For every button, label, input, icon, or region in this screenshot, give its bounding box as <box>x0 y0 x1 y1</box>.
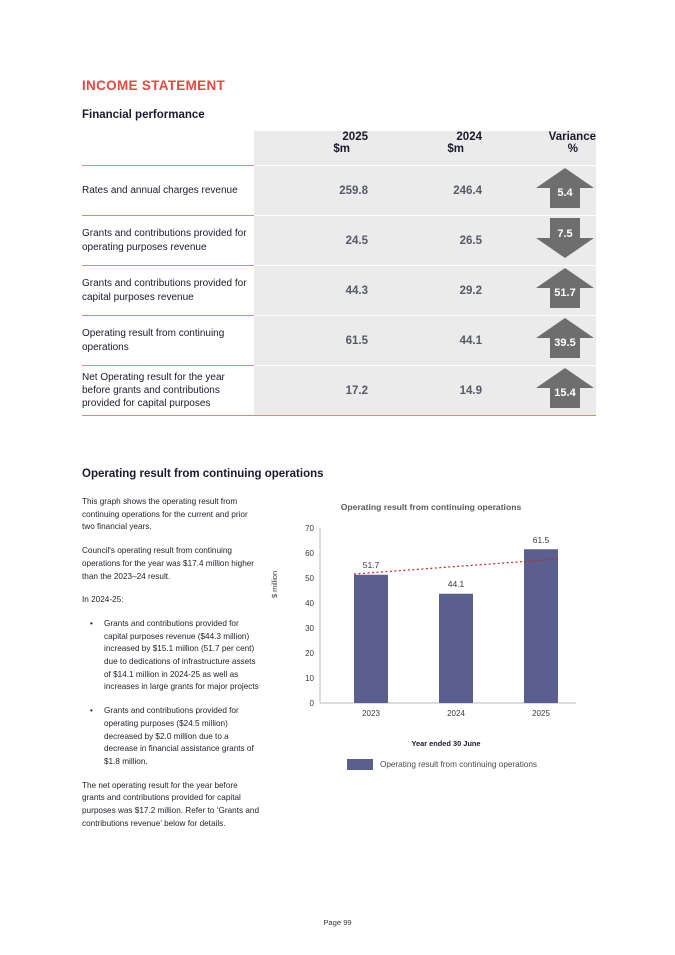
narrative-paragraph-1: This graph shows the operating result from continuing operations for the current and prior two financial years. <box>82 497 248 532</box>
row-value-2025: 61.5 <box>254 316 368 366</box>
header-variance: Variance <box>482 131 596 143</box>
legend-swatch <box>347 759 373 770</box>
table-header-units-row <box>82 143 596 166</box>
list-item-text: Grants and contributions provided for capital purposes revenue ($44.3 million) increased by $15.1 million (51.7 per cent) due to dedications of infrastructure assets of $14.1 million in 2024-25 as well as increases in large grants for major projects <box>104 618 259 692</box>
chart-svg <box>276 520 586 735</box>
svg-text:20: 20 <box>305 649 314 658</box>
header-2024-units: $m <box>368 143 482 166</box>
operating-result-heading: Operating result from continuing operations <box>82 468 324 480</box>
arrow-up-icon <box>534 366 596 410</box>
chart-x-axis-label: Year ended 30 June <box>411 739 481 748</box>
row-value-2024: 44.1 <box>368 316 482 366</box>
bullet-marker-icon: • <box>90 618 93 628</box>
table-row <box>82 216 596 266</box>
list-item <box>82 618 262 694</box>
narrative-closing-paragraph: The net operating result for the year before grants and contributions provided for capital purposes was $17.2 million. Refer to ‘Grants and contributions revenue’ below for details. <box>82 780 260 828</box>
chart-title: Operating result from continuing operations <box>340 502 522 512</box>
svg-text:2024: 2024 <box>447 709 465 718</box>
row-value-2024: 29.2 <box>368 266 482 316</box>
header-blank-units <box>82 143 254 166</box>
svg-text:30: 30 <box>305 624 314 633</box>
row-value-2025: 44.3 <box>254 266 368 316</box>
svg-text:0: 0 <box>309 699 314 708</box>
svg-text:44.1: 44.1 <box>447 579 465 589</box>
chart-legend <box>276 759 586 770</box>
header-2025-units: $m <box>254 143 368 166</box>
narrative-bullet-list <box>82 618 262 769</box>
row-variance <box>482 216 596 266</box>
financial-performance-subtitle: Financial performance <box>82 109 205 121</box>
arrow-up-icon <box>534 266 596 310</box>
chart-plot-area <box>270 520 586 735</box>
table-bottom-rule <box>82 416 596 417</box>
list-item <box>82 705 262 769</box>
row-label: Net Operating result for the year before grants and contributions provided for capital purposes <box>82 366 254 416</box>
svg-text:10: 10 <box>305 674 314 683</box>
row-label: Rates and annual charges revenue <box>82 166 254 216</box>
table-row <box>82 316 596 366</box>
row-value-2024: 14.9 <box>368 366 482 416</box>
arrow-up-icon <box>534 316 596 360</box>
header-2024: 2024 <box>368 131 482 143</box>
list-item-text: Grants and contributions provided for operating purposes ($24.5 million) decreased by $2.0 million due to a decrease in financial assistance grants of $1.8 million. <box>104 706 254 766</box>
arrow-up-icon <box>534 166 596 210</box>
row-value-2024: 246.4 <box>368 166 482 216</box>
row-variance <box>482 266 596 316</box>
row-variance <box>482 366 596 416</box>
variance-value: 7.5 <box>557 228 573 240</box>
bullet-marker-icon: • <box>90 706 93 716</box>
arrow-down-icon <box>534 216 596 260</box>
header-blank <box>82 131 254 143</box>
svg-text:70: 70 <box>305 524 314 533</box>
page-number: Page 99 <box>323 918 352 927</box>
financial-performance-table <box>82 131 596 416</box>
income-statement-section <box>82 78 596 416</box>
row-label: Grants and contributions provided for operating purposes revenue <box>82 216 254 266</box>
row-value-2025: 24.5 <box>254 216 368 266</box>
variance-value: 39.5 <box>554 337 576 349</box>
table-row <box>82 166 596 216</box>
variance-value: 15.4 <box>554 387 576 399</box>
row-label: Grants and contributions provided for capital purposes revenue <box>82 266 254 316</box>
row-variance <box>482 316 596 366</box>
row-value-2024: 26.5 <box>368 216 482 266</box>
svg-text:40: 40 <box>305 599 314 608</box>
row-value-2025: 17.2 <box>254 366 368 416</box>
svg-text:2023: 2023 <box>362 709 380 718</box>
svg-text:61.5: 61.5 <box>532 535 550 545</box>
svg-text:50: 50 <box>305 574 314 583</box>
svg-text:60: 60 <box>305 549 314 558</box>
table-row <box>82 366 596 416</box>
row-label: Operating result from continuing operations <box>82 316 254 366</box>
page-title: INCOME STATEMENT <box>82 78 226 93</box>
operating-result-section <box>82 468 596 841</box>
variance-value: 5.4 <box>557 187 573 199</box>
header-2025: 2025 <box>254 131 368 143</box>
narrative-column <box>82 496 262 841</box>
operating-result-chart <box>270 496 586 841</box>
narrative-paragraph-3: In 2024-25: <box>82 595 124 605</box>
row-value-2025: 259.8 <box>254 166 368 216</box>
row-variance <box>482 166 596 216</box>
svg-text:2025: 2025 <box>532 709 550 718</box>
svg-text:51.7: 51.7 <box>362 560 380 570</box>
chart-y-axis-label: $ million <box>270 570 279 598</box>
table-row <box>82 266 596 316</box>
variance-value: 51.7 <box>554 287 576 299</box>
header-variance-units: % <box>482 143 596 166</box>
legend-label: Operating result from continuing operations <box>379 760 537 769</box>
table-header-row <box>82 131 596 143</box>
narrative-paragraph-2: Council's operating result from continuing operations for the year was $17.4 million higher than the 2023–24 result. <box>82 546 255 581</box>
